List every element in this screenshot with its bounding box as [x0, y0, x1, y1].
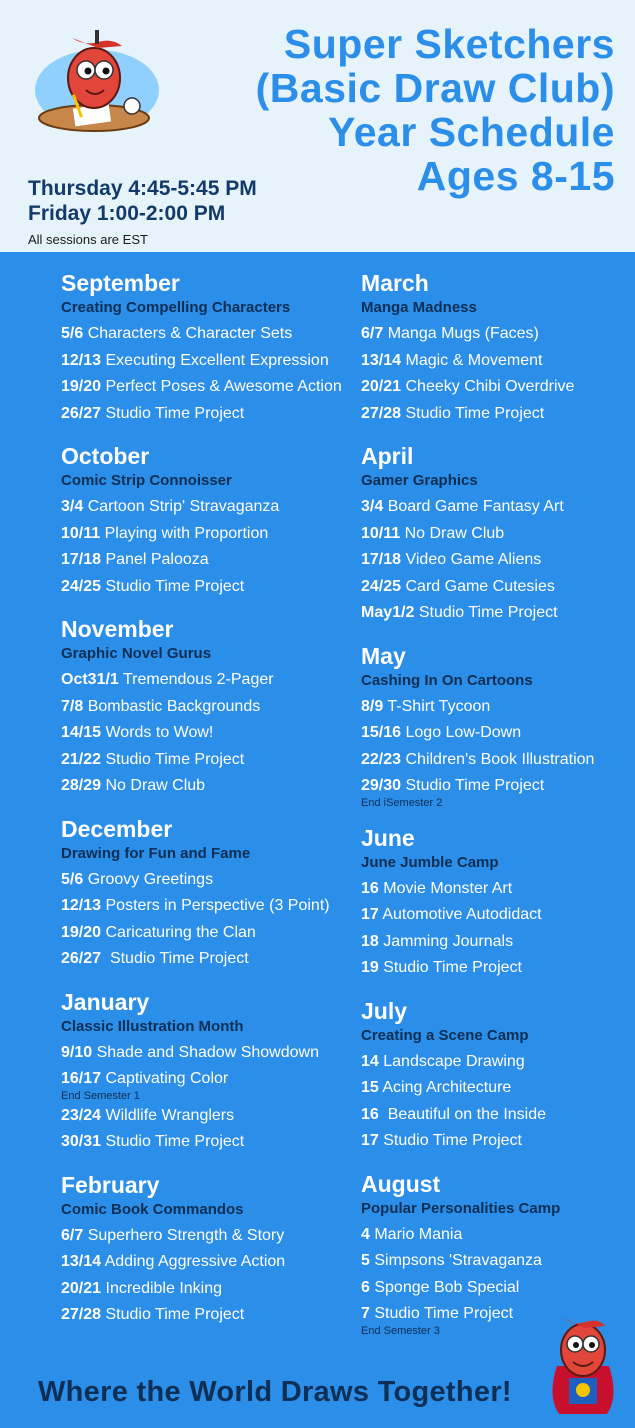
session-date: Oct31/1	[61, 671, 119, 688]
session-item	[61, 747, 356, 774]
session-date: 17/18	[61, 551, 102, 568]
session-item	[361, 321, 631, 348]
session-date: 14/15	[61, 724, 102, 741]
session-topic: Posters in Perspective (3 Point)	[101, 897, 330, 914]
schedule-column-left	[61, 268, 356, 1343]
session-date: 6/7	[61, 1226, 84, 1244]
session-topic: Simpsons 'Stravaganza	[369, 1252, 542, 1269]
session-topic: Studio Time Project	[101, 404, 245, 422]
month-theme: Comic Book Commandos	[61, 1200, 244, 1218]
session-topic: Tremendous 2-Pager	[118, 671, 274, 688]
session-topic: Studio Time Project	[101, 750, 245, 768]
session-item	[361, 1248, 631, 1275]
session-item	[361, 521, 631, 548]
session-date: 16	[361, 879, 379, 897]
title-line-1: Super Sketchers	[283, 21, 615, 67]
session-date: 12/13	[61, 351, 102, 369]
month-section	[361, 441, 631, 627]
session-topic: Movie Monster Art	[378, 879, 513, 897]
session-date: 19/20	[61, 923, 102, 941]
month-theme: Gamer Graphics	[361, 472, 478, 489]
month-title: March	[361, 270, 429, 296]
session-topic: Studio Time Project	[378, 1132, 522, 1149]
session-date: 16	[361, 1105, 379, 1123]
session-topic: Superhero Strength & Story	[83, 1226, 285, 1244]
session-item	[361, 1128, 631, 1155]
month-theme: Drawing for Fun and Fame	[61, 844, 251, 862]
session-date: 20/21	[361, 378, 402, 395]
session-topic: Playing with Proportion	[100, 524, 269, 542]
session-date: 26/27	[61, 404, 102, 422]
session-date: 13/14	[61, 1253, 102, 1270]
session-topic: Wildlife Wranglers	[101, 1106, 235, 1124]
mascot-superhero-icon	[543, 1306, 623, 1416]
session-date: 20/21	[61, 1279, 102, 1297]
session-item	[361, 1102, 631, 1129]
session-item	[61, 867, 356, 894]
session-item	[61, 893, 356, 920]
session-topic: Board Game Fantasy Art	[383, 498, 564, 515]
session-topic: No Draw Club	[101, 777, 206, 794]
month-section	[361, 268, 631, 427]
month-title: February	[61, 1171, 160, 1198]
session-item	[61, 1302, 356, 1329]
session-topic: Manga Mugs (Faces)	[383, 325, 539, 342]
session-topic: T-Shirt Tycoon	[383, 697, 491, 715]
session-date: 19	[361, 959, 379, 976]
mascot-cartoon-icon	[32, 18, 162, 133]
month-section	[61, 1170, 356, 1329]
session-date: 4	[361, 1225, 370, 1243]
session-date: 6	[361, 1278, 370, 1296]
session-item	[61, 547, 356, 574]
month-title: July	[361, 997, 408, 1024]
session-topic: Studio Time Project	[401, 777, 545, 794]
session-topic: Studio Time Project	[369, 1305, 514, 1322]
session-topic: Sponge Bob Special	[369, 1278, 520, 1296]
month-title: May	[361, 642, 406, 669]
session-topic: Executing Excellent Expression	[101, 351, 329, 369]
session-topic: Landscape Drawing	[378, 1052, 525, 1070]
session-date: 24/25	[61, 577, 102, 595]
session-date: 19/20	[61, 378, 102, 395]
session-date: 3/4	[61, 498, 84, 515]
month-section	[61, 268, 356, 427]
session-topic: Studio Time Project	[401, 404, 545, 422]
session-item	[61, 321, 356, 348]
title-line-2: (Basic Draw Club)	[255, 65, 615, 111]
footer-slogan: Where the World Draws Together!	[38, 1376, 512, 1408]
session-topic: Logo Low-Down	[401, 724, 522, 741]
session-topic: Beautiful on the Inside	[378, 1105, 547, 1123]
session-item	[61, 494, 356, 521]
session-date: 10/11	[361, 524, 401, 542]
page-title	[256, 22, 615, 198]
month-theme: Graphic Novel Gurus	[61, 645, 212, 662]
session-item	[361, 574, 631, 601]
session-item	[61, 348, 356, 375]
session-topic: Studio Time Project	[378, 959, 522, 976]
month-theme: Creating a Scene Camp	[361, 1026, 529, 1044]
session-item	[361, 600, 631, 627]
month-title: April	[361, 443, 414, 469]
session-item	[361, 348, 631, 375]
session-topic: Mario Mania	[369, 1225, 463, 1243]
session-topic: Shade and Shadow Showdown	[92, 1043, 319, 1061]
month-theme: June Jumble Camp	[361, 853, 499, 871]
session-topic: Jamming Journals	[378, 932, 514, 950]
session-item	[361, 1222, 631, 1249]
session-date: 10/11	[61, 524, 101, 542]
session-date: 30/31	[61, 1133, 102, 1150]
month-theme: Creating Compelling Characters	[61, 299, 291, 316]
timezone-note: All sessions are EST	[28, 232, 148, 247]
session-date: 8/9	[361, 697, 384, 715]
month-section	[61, 441, 356, 600]
session-date: 15	[361, 1079, 379, 1096]
session-date: 29/30	[361, 777, 402, 794]
month-title: June	[361, 824, 415, 851]
schedule-column-right	[361, 268, 631, 1351]
session-topic: Automotive Autodidact	[378, 906, 542, 923]
session-topic: Bombastic Backgrounds	[83, 697, 261, 715]
session-item	[361, 547, 631, 574]
session-date: 7/8	[61, 697, 84, 715]
session-item	[61, 920, 356, 947]
session-date: 12/13	[61, 897, 102, 914]
session-date: 13/14	[361, 351, 402, 369]
session-topic: Studio Time Project	[101, 577, 245, 595]
session-topic: Video Game Aliens	[401, 551, 542, 568]
session-date: 22/23	[361, 750, 402, 768]
session-item	[61, 374, 356, 401]
session-date: 3/4	[361, 498, 384, 515]
session-item	[61, 1129, 356, 1156]
session-item	[61, 720, 356, 747]
month-section	[361, 641, 631, 809]
session-item	[61, 694, 356, 721]
session-date: 23/24	[61, 1106, 102, 1124]
session-topic: Studio Time Project	[101, 1133, 245, 1150]
session-topic: Panel Palooza	[101, 551, 209, 568]
session-date: 17	[361, 906, 379, 923]
session-item	[61, 401, 356, 428]
session-item	[61, 946, 356, 973]
session-item	[361, 1075, 631, 1102]
month-title: September	[61, 270, 180, 296]
session-date: 17	[361, 1132, 379, 1149]
session-topic: Cheeky Chibi Overdrive	[401, 378, 575, 395]
session-item	[361, 955, 631, 982]
friday-time: Friday 1:00-2:00 PM	[28, 202, 226, 225]
session-date: 28/29	[61, 777, 102, 794]
month-title: December	[61, 815, 173, 842]
session-topic: Caricaturing the Clan	[101, 923, 256, 941]
month-theme: Classic Illustration Month	[61, 1017, 244, 1035]
session-topic: Studio Time Project	[101, 950, 249, 967]
month-theme: Comic Strip Connoisser	[61, 472, 232, 489]
month-section	[361, 823, 631, 982]
session-topic: Studio Time Project	[101, 1306, 245, 1323]
session-topic: Children's Book Illustration	[401, 750, 595, 768]
session-item	[361, 1049, 631, 1076]
session-item	[61, 574, 356, 601]
session-date: 27/28	[361, 404, 402, 422]
session-item	[361, 929, 631, 956]
session-date: 5/6	[61, 325, 84, 342]
session-item	[361, 1275, 631, 1302]
session-item	[361, 876, 631, 903]
session-item	[61, 773, 356, 800]
month-theme: Popular Personalities Camp	[361, 1199, 561, 1217]
session-date: 18	[361, 932, 379, 950]
session-date: 5/6	[61, 870, 84, 888]
session-date: 5	[361, 1252, 370, 1269]
session-date: May1/2	[361, 604, 415, 621]
month-title: January	[61, 988, 150, 1015]
session-item	[361, 694, 631, 721]
month-section	[61, 614, 356, 800]
session-topic: Cartoon Strip' Stravaganza	[83, 498, 280, 515]
session-item	[61, 1249, 356, 1276]
semester-note: End Semester 1	[61, 1089, 140, 1102]
session-item	[361, 747, 631, 774]
semester-note: End Semester 3	[361, 1324, 440, 1337]
session-topic: Characters & Character Sets	[83, 325, 293, 342]
session-item	[61, 667, 356, 694]
session-topic: Words to Wow!	[101, 724, 214, 741]
session-topic: Groovy Greetings	[83, 870, 214, 888]
title-line-3: Year Schedule	[328, 109, 615, 155]
month-section	[361, 996, 631, 1155]
month-theme: Manga Madness	[361, 299, 477, 316]
session-date: 27/28	[61, 1306, 102, 1323]
session-date: 6/7	[361, 325, 384, 342]
thursday-time: Thursday 4:45-5:45 PM	[28, 177, 257, 200]
session-date: 7	[361, 1305, 370, 1322]
session-topic: Card Game Cutesies	[401, 577, 555, 595]
month-section	[61, 814, 356, 973]
session-item	[61, 521, 356, 548]
month-title: November	[61, 616, 174, 642]
session-topic: Studio Time Project	[414, 604, 558, 621]
month-section	[61, 987, 356, 1156]
session-date: 9/10	[61, 1043, 93, 1061]
session-topic: Adding Aggressive Action	[101, 1253, 286, 1270]
session-item	[61, 1040, 356, 1067]
session-item	[361, 902, 631, 929]
session-item	[61, 1103, 356, 1130]
session-date: 14	[361, 1052, 379, 1070]
month-title: August	[361, 1170, 441, 1197]
session-date: 15/16	[361, 724, 402, 741]
semester-note: End iSemester 2	[361, 796, 443, 809]
session-topic: Acing Architecture	[378, 1079, 512, 1096]
session-topic: Incredible Inking	[101, 1279, 223, 1297]
session-date: 16/17	[61, 1070, 102, 1087]
session-topic: No Draw Club	[400, 524, 505, 542]
session-date: 24/25	[361, 577, 402, 595]
session-date: 21/22	[61, 750, 102, 768]
session-item	[361, 374, 631, 401]
month-theme: Cashing In On Cartoons	[361, 671, 533, 689]
session-topic: Magic & Movement	[401, 351, 543, 369]
session-date: 26/27	[61, 950, 102, 967]
session-times	[28, 176, 257, 226]
session-item	[61, 1223, 356, 1250]
session-item	[361, 720, 631, 747]
session-item	[361, 401, 631, 428]
session-topic: Perfect Poses & Awesome Action	[101, 378, 342, 395]
session-topic: Captivating Color	[101, 1070, 229, 1087]
session-date: 17/18	[361, 551, 402, 568]
month-title: October	[61, 443, 150, 469]
header	[0, 0, 635, 252]
session-item	[361, 494, 631, 521]
session-item	[61, 1276, 356, 1303]
title-line-4: Ages 8-15	[416, 153, 615, 199]
